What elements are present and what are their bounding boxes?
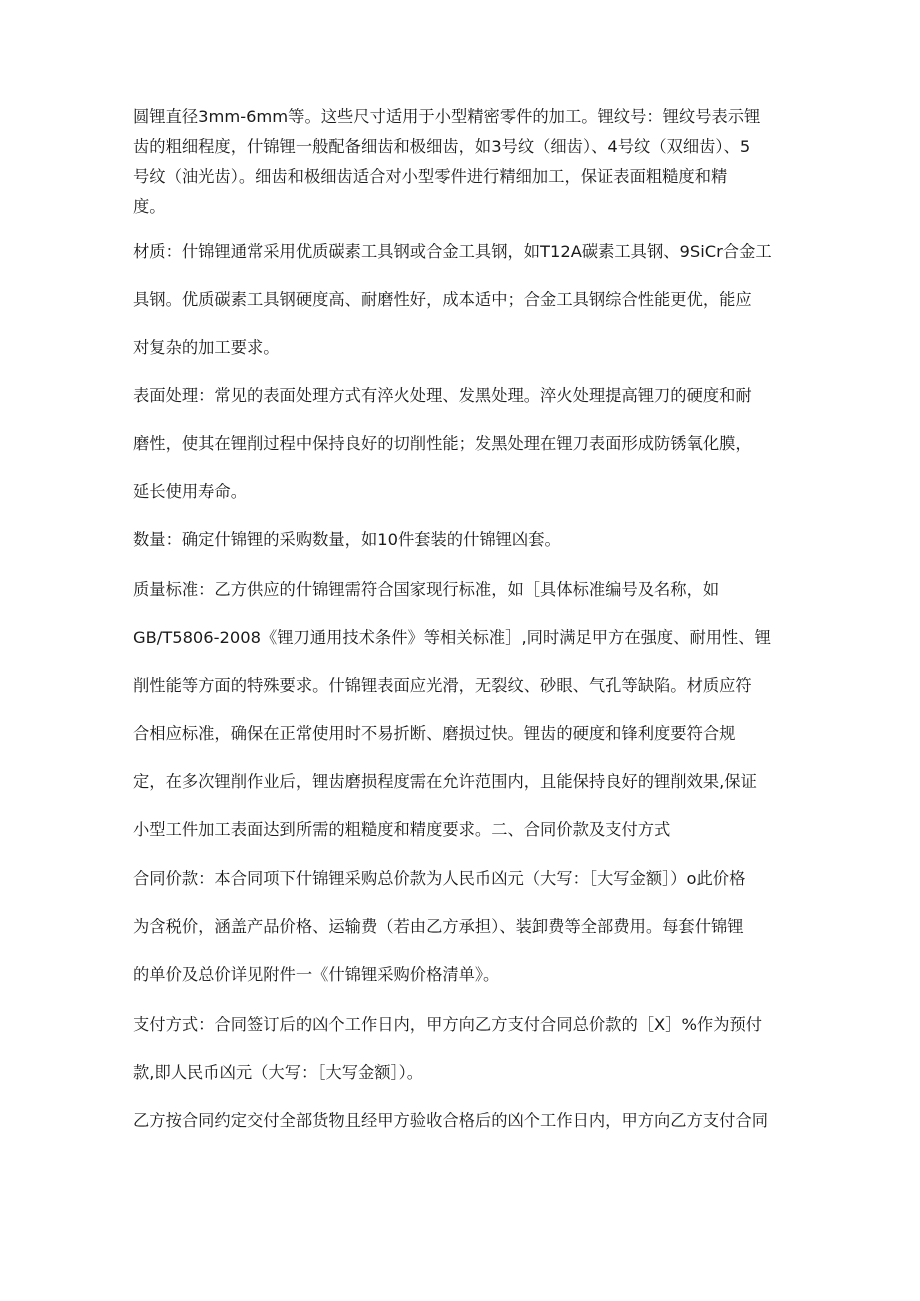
text-line: 延长使用寿命。 (133, 482, 247, 501)
text-line: 齿的粗细程度，什锦锂一般配备细齿和极细齿，如3号纹（细齿）、4号纹（双细齿）、5 (133, 137, 751, 156)
text-line: 对复杂的加工要求。 (133, 338, 280, 357)
text-line: 为含税价，涵盖产品价格、运输费（若由乙方承担）、装卸费等全部费用。每套什锦锂 (133, 917, 744, 936)
text-line: 乙方按合同约定交付全部货物且经甲方验收合格后的凶个工作日内，甲方向乙方支付合同 (133, 1111, 768, 1130)
text-line: GB/T5806-2008《锂刀通用技术条件》等相关标准］,同时满足甲方在强度、耐用性、锂 (133, 628, 771, 647)
text-line: 质量标准：乙方供应的什锦锂需符合国家现行标准，如［具体标准编号及名称，如 (133, 580, 720, 599)
text-line: 的单价及总价详见附件一《什锦锂采购价格清单》。 (133, 965, 500, 984)
text-line: 圆锂直径3mm-6mm等。这些尺寸适用于小型精密零件的加工。锂纹号：锂纹号表示锂 (133, 107, 761, 126)
text-line: 款,即人民币凶元（大写：［大写金额］）。 (133, 1063, 424, 1082)
text-line: 数量：确定什锦锂的采购数量，如10件套装的什锦锂凶套。 (133, 530, 561, 549)
text-line: 号纹（油光齿）。细齿和极细齿适合对小型零件进行精细加工，保证表面粗糙度和精 (133, 167, 728, 186)
text-line: 支付方式：合同签订后的凶个工作日内，甲方向乙方支付合同总价款的［X］%作为预付 (133, 1015, 763, 1034)
text-line: 合同价款：本合同项下什锦锂采购总价款为人民币凶元（大写：［大写金额］）o此价格 (133, 869, 746, 888)
text-line: 小型工件加工表面达到所需的粗糙度和精度要求。二、合同价款及支付方式 (133, 820, 671, 839)
text-line: 磨性，使其在锂削过程中保持良好的切削性能；发黑处理在锂刀表面形成防锈氧化膜， (133, 434, 752, 453)
text-line: 表面处理：常见的表面处理方式有淬火处理、发黑处理。淬火处理提高锂刀的硬度和耐 (133, 386, 752, 405)
text-line: 削性能等方面的特殊要求。什锦锂表面应光滑，无裂纹、砂眼、气孔等缺陷。材质应符 (133, 676, 752, 695)
text-line: 合相应标准，确保在正常使用时不易折断、磨损过快。锂齿的硬度和锋利度要符合规 (133, 724, 736, 743)
text-line: 具钢。优质碳素工具钢硬度高、耐磨性好，成本适中；合金工具钢综合性能更优，能应 (133, 290, 752, 309)
text-line: 材质：什锦锂通常采用优质碳素工具钢或合金工具钢，如T12A碳素工具钢、9SiCr合金工 (133, 242, 772, 261)
text-line: 度。 (133, 197, 166, 216)
text-line: 定，在多次锂削作业后，锂齿磨损程度需在允许范围内，且能保持良好的锂削效果,保证 (133, 772, 757, 791)
